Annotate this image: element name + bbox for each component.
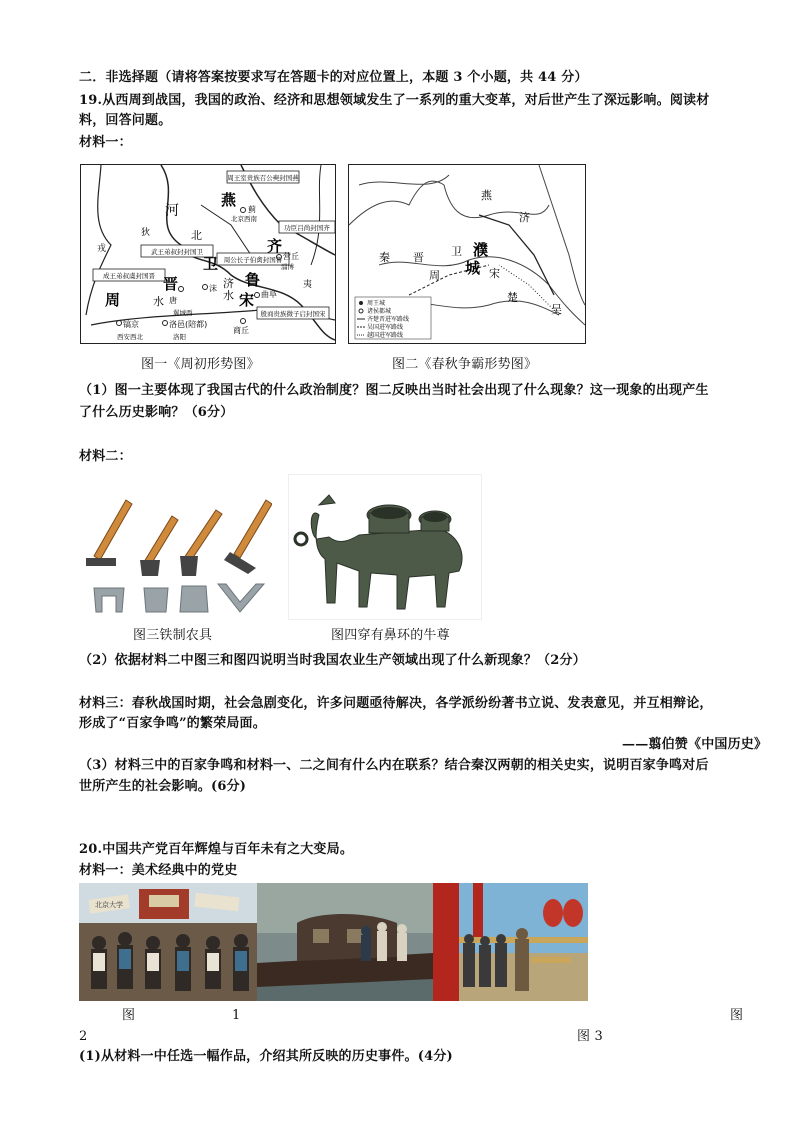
q19-sub1-line2: 了什么历史影响？（6分） <box>79 405 234 420</box>
map2-label-song: 宋 <box>489 267 500 280</box>
map1-label-yan: 燕 <box>221 191 237 209</box>
map-spring-autumn <box>348 164 586 344</box>
q19-sub2: （2）依据材料二中图三和图四说明当时我国农业生产领域出现了什么新现象？（2分） <box>79 653 586 668</box>
map2-legend-qichujin: 齐楚晋进军路线 <box>367 316 410 323</box>
map2-label-pu: 濮 <box>473 241 489 259</box>
painting-founding-ceremony-drawing <box>433 883 588 1001</box>
map1-label-shui: 水 <box>153 295 164 308</box>
map1-box-wei: 武王弟叔封封国卫 <box>151 248 203 256</box>
painting-may-fourth-drawing <box>79 883 257 1001</box>
map2-legend-yueguo: 越国进军路线 <box>367 332 404 339</box>
map-zhou-early-drawing <box>81 165 335 343</box>
map2-label-qin: 秦 <box>379 251 390 264</box>
map1-place-yichengxi: 翼城西 <box>173 309 193 317</box>
material2-label: 材料二： <box>79 449 132 464</box>
map1-label-jin: 晋 <box>163 275 179 293</box>
map2-label-wu: 吴 <box>551 303 562 316</box>
map-zhou-early <box>80 164 336 344</box>
map2-label-wei: 卫 <box>451 245 462 258</box>
painting-red-boat-drawing <box>257 883 433 1001</box>
painting-red-boat <box>257 883 433 1001</box>
map2-label-cheng: 城 <box>465 259 481 277</box>
map1-box-lu: 周公长子伯禽封国鲁 <box>223 256 283 264</box>
figure-bronze-ox <box>288 474 482 620</box>
q19-sub3-line2: 世所产生的社会影响。(6分) <box>79 779 247 794</box>
bronze-ox-drawing <box>289 475 481 619</box>
section-title: 二．非选择题（请将答案按要求写在答题卡的对应位置上，本题 3 个小题，共 44 分） <box>79 70 588 85</box>
map1-label-shui2: 水 <box>223 289 234 302</box>
painting-may-fourth <box>79 883 257 1001</box>
material3-line1: 材料三：春秋战国时期，社会急剧变化，许多问题亟待解决，各学派纷纷著书立说、发表意见，并互相辩论， <box>79 696 713 711</box>
q19-sub1-line1: （1）图一主要体现了我国古代的什么政治制度？图二反映出当时社会出现了什么现象？这一现象的出现产生 <box>79 383 709 398</box>
map1-label-lu: 鲁 <box>245 271 261 289</box>
fig4-caption: 图四穿有鼻环的牛尊 <box>331 628 450 643</box>
map2-legend-wuguo: 吴国进军路线 <box>367 324 404 331</box>
map2-label-ji: 济 <box>519 211 530 224</box>
map1-place-luoyang: 洛阳 <box>173 333 186 341</box>
map1-box-jin: 成王弟叔虞封国晋 <box>103 272 155 280</box>
material3-source: ——翦伯赞《中国历史》 <box>622 737 768 752</box>
iron-tools-drawing <box>80 496 272 618</box>
fig3-caption: 图三铁制农具 <box>133 628 213 643</box>
map1-caption: 图一《周初形势图》 <box>141 357 260 372</box>
map1-place-ji: 蓟 <box>248 205 256 214</box>
map1-place-shangqiu: 商丘 <box>233 326 249 335</box>
map1-label-zhou: 周 <box>105 291 121 309</box>
figure-iron-tools <box>80 496 272 618</box>
q20-material1-label: 材料一：美术经典中的党史 <box>79 863 238 878</box>
map2-label-zhou: 周 <box>429 269 440 282</box>
map1-place-di: 狄 <box>141 228 151 238</box>
map1-place-zibo: 淄博 <box>281 263 294 271</box>
map2-caption: 图二《春秋争霸形势图》 <box>392 357 538 372</box>
map2-legend-wangcheng: 周王城 <box>367 300 386 307</box>
map1-place-haojing: 镐京 <box>123 320 139 329</box>
map1-label-wei: 卫 <box>203 255 219 273</box>
caption-3: 图 3 <box>577 1029 604 1044</box>
material3-line2: 形成了“百家争鸣”的繁荣局面。 <box>79 716 266 731</box>
material1-label: 材料一： <box>79 135 132 150</box>
map1-place-yingqiu: 营丘 <box>283 252 299 261</box>
map1-box-song: 殷商贵族微子启封国宋 <box>260 310 326 318</box>
q19-stem-line2: 料，回答问题。 <box>79 113 172 128</box>
map2-legend-ducheng: 诸侯都城 <box>367 308 392 315</box>
map2-label-chu: 楚 <box>507 291 518 304</box>
caption-tu: 图 <box>122 1008 136 1023</box>
map1-place-qufu: 曲阜 <box>261 290 277 299</box>
q19-sub3-line1: （3）材料三中的百家争鸣和材料一、二之间有什么内在联系？结合秦汉两朝的相关史实，说明百家争鸣对后 <box>79 758 709 773</box>
map1-place-luoyi: 洛邑(陪都) <box>169 320 208 329</box>
map2-label-yan: 燕 <box>481 189 492 202</box>
painting-founding-ceremony <box>433 883 588 1001</box>
map1-place-beijing: 北京西南 <box>231 215 257 223</box>
map1-place-mo: 沫 <box>209 284 217 293</box>
painting1-banner: 北京大学 <box>95 901 123 909</box>
map1-box-qi: 功臣吕尚封国齐 <box>284 224 330 232</box>
q20-sub1: (1)从材料一中任选一幅作品，介绍其所反映的历史事件。(4分) <box>79 1049 453 1064</box>
caption-2: 2 <box>79 1029 88 1044</box>
map1-label-he: 河 <box>165 203 179 219</box>
map1-place-xian: 西安西北 <box>117 333 143 341</box>
map1-place-rong: 戎 <box>97 244 107 254</box>
caption-tu2: 图 <box>730 1008 744 1023</box>
map1-label-bei: 北 <box>191 229 202 242</box>
map-spring-autumn-drawing <box>349 165 585 343</box>
caption-1: 1 <box>232 1008 241 1023</box>
map1-label-ji: 济 <box>223 277 234 290</box>
map1-label-song: 宋 <box>239 291 255 309</box>
q20-stem: 20.中国共产党百年辉煌与百年未有之大变局。 <box>79 842 354 857</box>
map1-box-yan: 周王室贵族召公奭封国燕 <box>227 174 299 182</box>
q19-stem-line1: 19.从西周到战国，我国的政治、经济和思想领域发生了一系列的重大变革，对后世产生了深远影响。阅读材 <box>79 93 710 108</box>
map1-place-yi: 夷 <box>303 280 313 290</box>
map2-label-jin: 晋 <box>413 251 424 264</box>
map1-label-qi: 齐 <box>267 237 283 255</box>
map1-place-tang: 唐 <box>169 296 177 305</box>
